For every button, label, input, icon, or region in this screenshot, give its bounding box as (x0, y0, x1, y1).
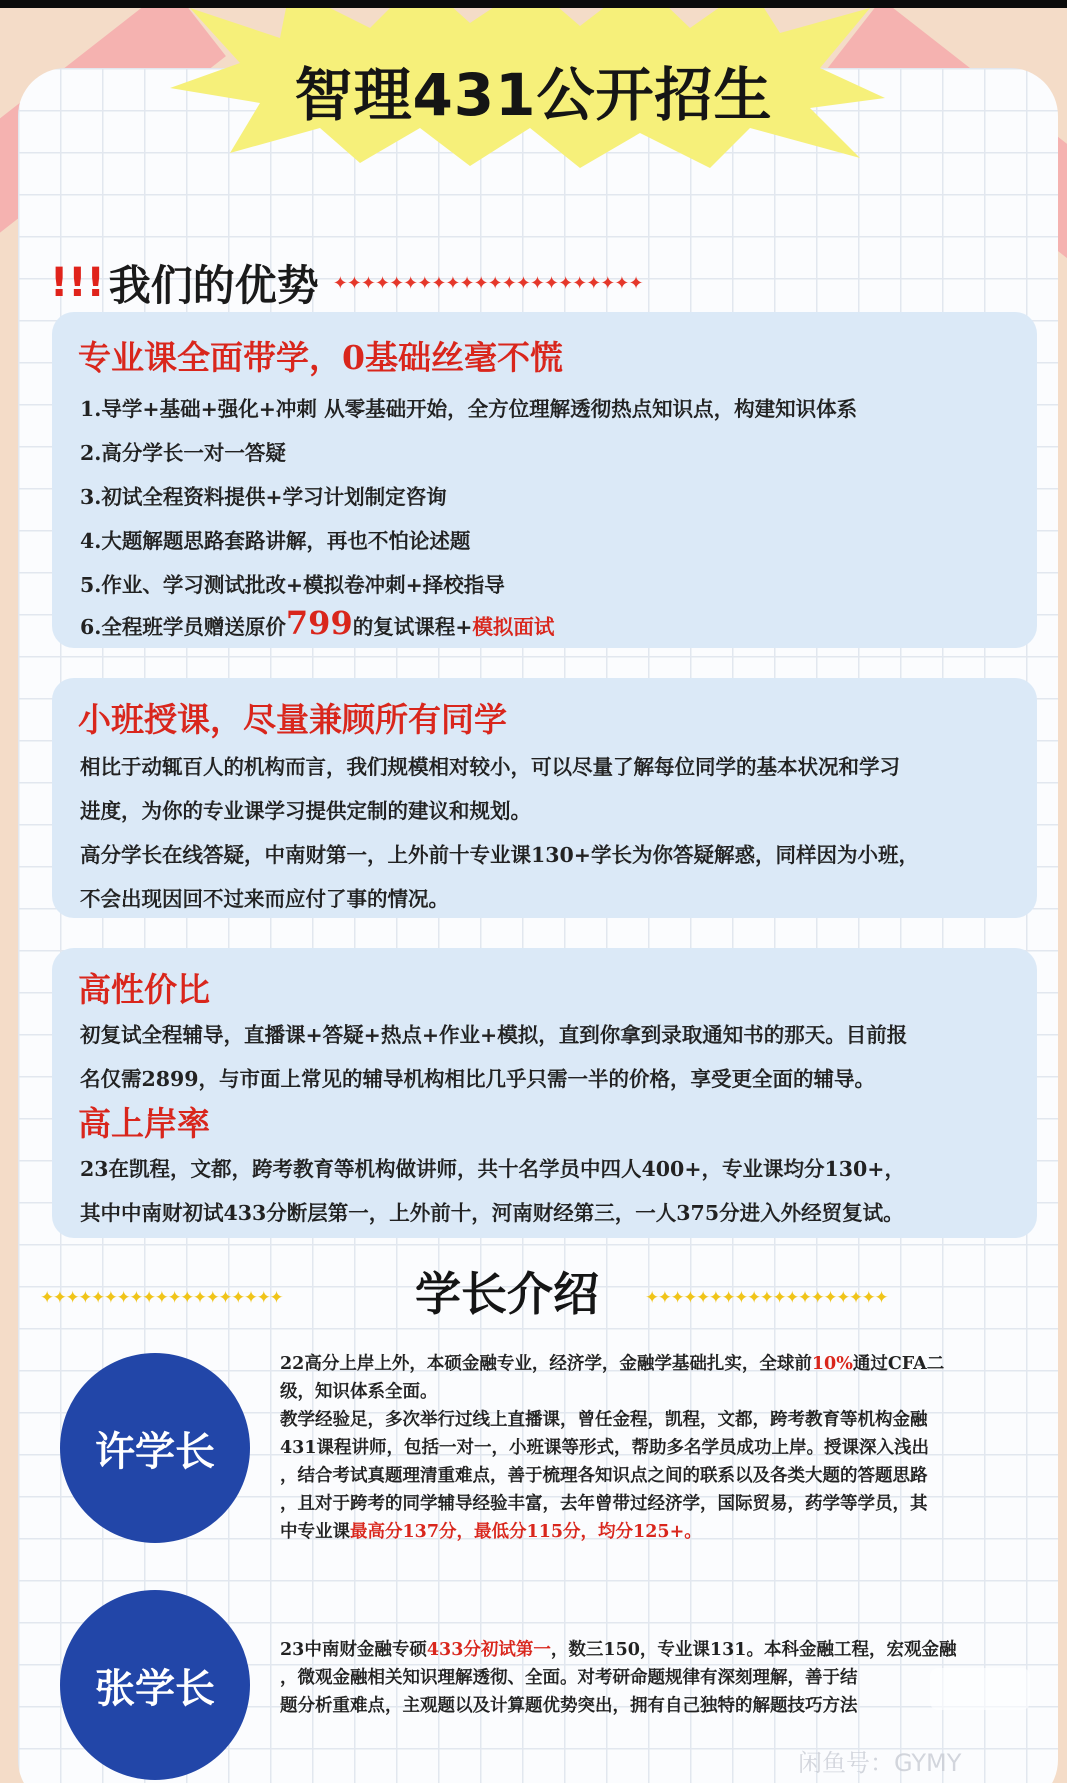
panel1-item: 2.高分学长一对一答疑 (80, 441, 286, 465)
avatar-zhang (60, 1590, 250, 1780)
panel1-item: 4.大题解题思路套路讲解，再也不怕论述题 (80, 529, 471, 553)
panel3-line: 名仅需2899，与市面上常见的辅导机构相比几乎只需一半的价格，享受更全面的辅导。 (80, 1067, 876, 1091)
advantages-heading: 我们的优势 (108, 261, 319, 310)
panel3-line: 初复试全程辅导，直播课+答疑+热点+作业+模拟，直到你拿到录取通知书的那天。目前报 (80, 1023, 908, 1047)
bio-zhang-line: 题分析重难点，主观题以及计算题优势突出，拥有自己独特的解题技巧方法 (280, 1696, 858, 1716)
exclamation-marks: !!! (50, 260, 105, 306)
panel1-item-6 (80, 604, 554, 642)
panel-professional-course (52, 312, 1037, 648)
item6-middle: 的复试课程+ (352, 615, 473, 639)
panel1-item: 5.作业、学习测试批改+模拟卷冲刺+择校指导 (80, 573, 505, 597)
page-title: 智理431公开招生 (294, 61, 773, 129)
panel2-line: 进度，为你的专业课学习提供定制的建议和规划。 (80, 799, 531, 823)
panel1-item: 1.导学+基础+强化+冲刺 从零基础开始，全方位理解透彻热点知识点，构建知识体系 (80, 397, 858, 421)
advantages-header (50, 253, 643, 313)
name-zhang: 张学长 (95, 1665, 215, 1712)
bio-xu-line: ，结合考试真题理清重难点，善于梳理各知识点之间的联系以及各类大题的答题思路 (280, 1466, 928, 1486)
bio-xu-scores: 最高分137分，最低分115分，均分125+。 (350, 1522, 702, 1542)
bio-xu-1c: 通过CFA二 (852, 1354, 945, 1374)
diamond-divider-icon: ✦✦✦✦✦✦✦✦✦✦✦✦✦✦✦✦✦✦✦✦✦✦ (332, 272, 643, 294)
bio-zhang-1c: ，数三150，专业课131。本科金融工程，宏观金融 (550, 1640, 957, 1660)
panel3-title-value: 高性价比 (78, 970, 210, 1009)
yellow-divider-right-icon: ✦✦✦✦✦✦✦✦✦✦✦✦✦✦✦✦✦✦✦ (645, 1288, 888, 1308)
bio-xu-line: ，且对于跨考的同学辅导经验丰富，去年曾带过经济学，国际贸易，药学等学员，其 (280, 1494, 928, 1514)
yellow-divider-left-icon: ✦✦✦✦✦✦✦✦✦✦✦✦✦✦✦✦✦✦✦ (40, 1288, 283, 1308)
name-xu: 许学长 (95, 1428, 215, 1475)
watermark-text: 闲鱼号：GYMY (798, 1749, 962, 1777)
avatar-xu (60, 1353, 250, 1543)
panel3-line: 23在凯程，文都，跨考教育等机构做讲师，共十名学员中四人400+，专业课均分130+， (80, 1157, 905, 1181)
bio-xu-line (280, 1350, 944, 1375)
app-logo-watermark (930, 1668, 1030, 1710)
bio-zhang-line: ，微观金融相关知识理解透彻、全面。对考研命题规律有深刻理解，善于结 (280, 1668, 858, 1688)
bio-xu-line: 431课程讲师，包括一对一，小班课等形式，帮助多名学员成功上岸。授课深入浅出 (280, 1438, 930, 1458)
item6-highlight: 模拟面试 (472, 615, 555, 639)
bio-xu-1a: 22高分上岸上外，本硕金融专业，经济学，金融学基础扎实，全球前 (280, 1354, 812, 1374)
bio-xu-line: 级，知识体系全面。 (280, 1382, 438, 1402)
panel3-line: 其中中南财初试433分断层第一，上外前十，河南财经第三，一人375分进入外经贸复试。 (80, 1201, 904, 1225)
panel2-line: 高分学长在线答疑，中南财第一，上外前十专业课130+学长为你答疑解惑，同样因为小班， (80, 843, 919, 867)
panel-value-and-rate (52, 948, 1037, 1238)
bio-zhang-line (280, 1636, 956, 1661)
panel2-line: 不会出现因回不过来而应付了事的情况。 (80, 887, 449, 911)
panel1-item: 3.初试全程资料提供+学习计划制定咨询 (80, 485, 447, 509)
panel2-title: 小班授课，尽量兼顾所有同学 (78, 700, 507, 739)
bio-xu-line (280, 1518, 702, 1543)
poster (0, 8, 1067, 1783)
panel-small-class (52, 678, 1037, 918)
panel3-title-rate: 高上岸率 (78, 1104, 210, 1143)
bio-zhang-rank: 433分初试第一 (426, 1640, 551, 1660)
intro-heading: 学长介绍 (415, 1267, 599, 1321)
bio-xu-line: 教学经验足，多次举行过线上直播课，曾任金程，凯程，文都，跨考教育等机构金融 (280, 1410, 928, 1430)
bio-zhang-1a: 23中南财金融专硕 (280, 1640, 427, 1660)
price-799: 799 (285, 604, 353, 642)
panel2-line: 相比于动辄百人的机构而言，我们规模相对较小，可以尽量了解每位同学的基本状况和学习 (80, 755, 900, 779)
item6-prefix: 6.全程班学员赠送原价 (80, 615, 286, 639)
bio-xu-percent: 10% (811, 1354, 853, 1374)
panel1-title: 专业课全面带学，0基础丝毫不慌 (78, 338, 563, 377)
bio-xu-7a: 中专业课 (280, 1522, 350, 1542)
